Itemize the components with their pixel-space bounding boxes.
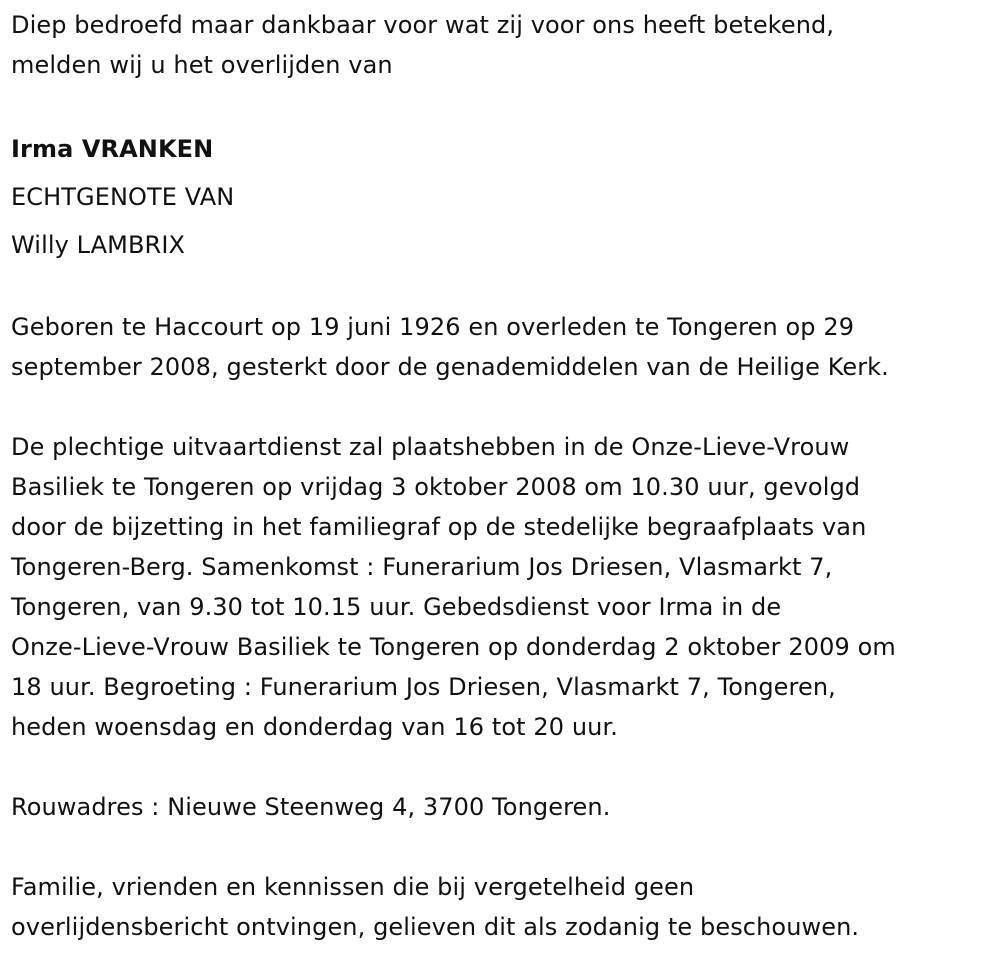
service-line: Onze-Lieve-Vrouw Basiliek te Tongeren op donderdag 2 oktober 2009 om xyxy=(11,633,896,661)
service-line: Tongeren-Berg. Samenkomst : Funerarium Jos Driesen, Vlasmarkt 7, xyxy=(11,553,833,581)
spacer xyxy=(11,747,996,787)
deceased-block xyxy=(11,125,996,269)
service-line: heden woensdag en donderdag van 16 tot 20 uur. xyxy=(11,713,618,741)
deceased-name: Irma VRANKEN xyxy=(11,135,214,163)
relation-label: ECHTGENOTE VAN xyxy=(11,183,235,211)
closing-line: Familie, vrienden en kennissen die bij vergetelheid geen xyxy=(11,873,695,901)
spacer xyxy=(11,827,996,867)
intro-line: melden wij u het overlijden van xyxy=(11,51,393,79)
mourning-address: Rouwadres : Nieuwe Steenweg 4, 3700 Tongeren. xyxy=(11,793,611,821)
spacer xyxy=(11,387,996,427)
spacer xyxy=(11,85,996,125)
service-line: door de bijzetting in het familiegraf op de stedelijke begraafplaats van xyxy=(11,513,867,541)
intro-line: Diep bedroefd maar dankbaar voor wat zij voor ons heeft betekend, xyxy=(11,11,835,39)
service-paragraph xyxy=(11,427,996,747)
service-line: De plechtige uitvaartdienst zal plaatshebben in de Onze-Lieve-Vrouw xyxy=(11,433,850,461)
birth-death-line: september 2008, gesterkt door de genademiddelen van de Heilige Kerk. xyxy=(11,353,889,381)
service-line: 18 uur. Begroeting : Funerarium Jos Driesen, Vlasmarkt 7, Tongeren, xyxy=(11,673,836,701)
intro-paragraph xyxy=(11,5,996,85)
birth-death-line: Geboren te Haccourt op 19 juni 1926 en overleden te Tongeren op 29 xyxy=(11,313,855,341)
spouse-name: Willy LAMBRIX xyxy=(11,231,186,259)
service-line: Tongeren, van 9.30 tot 10.15 uur. Gebedsdienst voor Irma in de xyxy=(11,593,782,621)
closing-paragraph xyxy=(11,867,996,947)
birth-death-paragraph xyxy=(11,307,996,387)
service-line: Basiliek te Tongeren op vrijdag 3 oktober 2008 om 10.30 uur, gevolgd xyxy=(11,473,861,501)
spacer xyxy=(11,269,996,307)
closing-line: overlijdensbericht ontvingen, gelieven dit als zodanig te beschouwen. xyxy=(11,913,860,941)
address-paragraph xyxy=(11,787,996,827)
obituary-notice xyxy=(11,5,996,947)
